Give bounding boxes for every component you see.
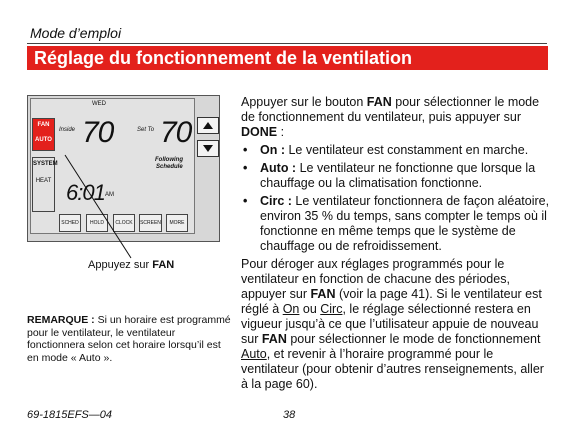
bullet-label: Circ : xyxy=(260,194,292,208)
done-key: DONE xyxy=(241,125,278,139)
sched-button[interactable]: SCHED xyxy=(59,214,81,232)
fan-label: FAN xyxy=(37,122,50,128)
bullet-on xyxy=(241,143,553,158)
intro-text: pour sélectionner le mode de fonctionnement du ventilateur, puis appuyer sur xyxy=(241,95,540,124)
clock-button[interactable]: CLOCK xyxy=(113,214,135,232)
bullet-auto xyxy=(241,161,553,191)
divider xyxy=(27,43,547,44)
fan-button[interactable] xyxy=(32,118,55,151)
down-arrow-icon xyxy=(203,145,213,152)
side-buttons xyxy=(197,98,217,238)
system-label: SYSTEM xyxy=(33,161,58,167)
p2-text: pour sélectionner le mode de fonctionnement xyxy=(286,332,541,346)
following-label: Following xyxy=(155,157,183,163)
intro-paragraph xyxy=(241,95,553,140)
bullet-text: Le ventilateur fonctionnera de façon aléatoire, environ 35 % du temps, sans compter le temps où il fonctionne en même temps que le système de chauffage ou de refroidissement. xyxy=(260,194,550,253)
schedule-label: Schedule xyxy=(156,164,183,170)
section-label: Mode d’emploi xyxy=(30,25,122,41)
ampm-label: AM xyxy=(105,192,114,198)
fan-key: FAN xyxy=(310,287,336,301)
fan-mode-label: AUTO xyxy=(35,137,52,143)
bullet-icon: • xyxy=(243,143,248,157)
note xyxy=(27,314,231,364)
screen-button[interactable]: SCREEN xyxy=(139,214,162,232)
instructions xyxy=(241,95,553,392)
inside-temp: 70 xyxy=(82,116,114,149)
bullet-label: On : xyxy=(260,143,285,157)
p2-text: Pour déroger aux réglages programmés pour le ventilateur en fonction de chacune des périodes, appuyer sur xyxy=(241,257,510,301)
p2-text: , et revenir à l’horaire programmé pour le ventilateur (pour obtenir d’autres renseignements, aller à la page 60). xyxy=(241,347,544,391)
p2-text: , le réglage sélectionné restera en vigueur jusqu’à ce que l’utilisateur appuie de nouveau sur xyxy=(241,302,539,346)
document-code: 69-1815EFS—04 xyxy=(27,409,112,421)
bullet-icon: • xyxy=(243,161,248,175)
circ-term: Circ xyxy=(320,302,343,316)
note-text: Si un horaire est programmé pour le ventilateur, le ventilateur fonctionnera selon cet horaire lorsqu’il est en mode « Auto ». xyxy=(27,314,231,364)
page-title: Réglage du fonctionnement de la ventilation xyxy=(27,46,548,70)
p2-text: (voir la page 41). Si le ventilateur est réglé à xyxy=(241,287,542,316)
on-term: On xyxy=(282,302,300,316)
press-fan-caption xyxy=(88,259,174,271)
fan-key: FAN xyxy=(366,95,392,109)
pointer-line xyxy=(60,150,140,260)
heat-label: HEAT xyxy=(35,178,52,184)
system-button[interactable] xyxy=(32,157,58,212)
setto-label: Set To xyxy=(137,127,155,133)
note-label: REMARQUE : xyxy=(27,314,95,326)
fan-key: FAN xyxy=(261,332,287,346)
intro-text: : xyxy=(277,125,285,139)
inside-label: Inside xyxy=(59,127,76,133)
caption-key: FAN xyxy=(152,259,175,271)
clock-time: 6:01 xyxy=(66,180,105,205)
up-arrow-button[interactable] xyxy=(197,117,219,134)
more-button[interactable]: MORE xyxy=(166,214,188,232)
page-number: 38 xyxy=(283,409,296,421)
down-arrow-button[interactable] xyxy=(197,140,219,157)
bullet-icon: • xyxy=(243,194,248,208)
caption-text: Appuyez sur xyxy=(88,259,153,271)
day-label: WED xyxy=(92,101,106,107)
bullet-label: Auto : xyxy=(260,161,297,175)
set-temp: 70 xyxy=(160,116,192,149)
override-paragraph xyxy=(241,257,553,392)
intro-text: Appuyer sur le bouton xyxy=(241,95,367,109)
auto-term: Auto xyxy=(241,347,267,361)
bullet-circ xyxy=(241,194,553,254)
bullet-text: Le ventilateur est constamment en marche. xyxy=(285,143,529,157)
up-arrow-icon xyxy=(203,122,213,129)
hold-button[interactable]: HOLD xyxy=(86,214,108,232)
bullet-text: Le ventilateur ne fonctionne que lorsque la chauffage ou la climatisation fonctionne. xyxy=(260,161,536,190)
p2-text: ou xyxy=(299,302,321,316)
